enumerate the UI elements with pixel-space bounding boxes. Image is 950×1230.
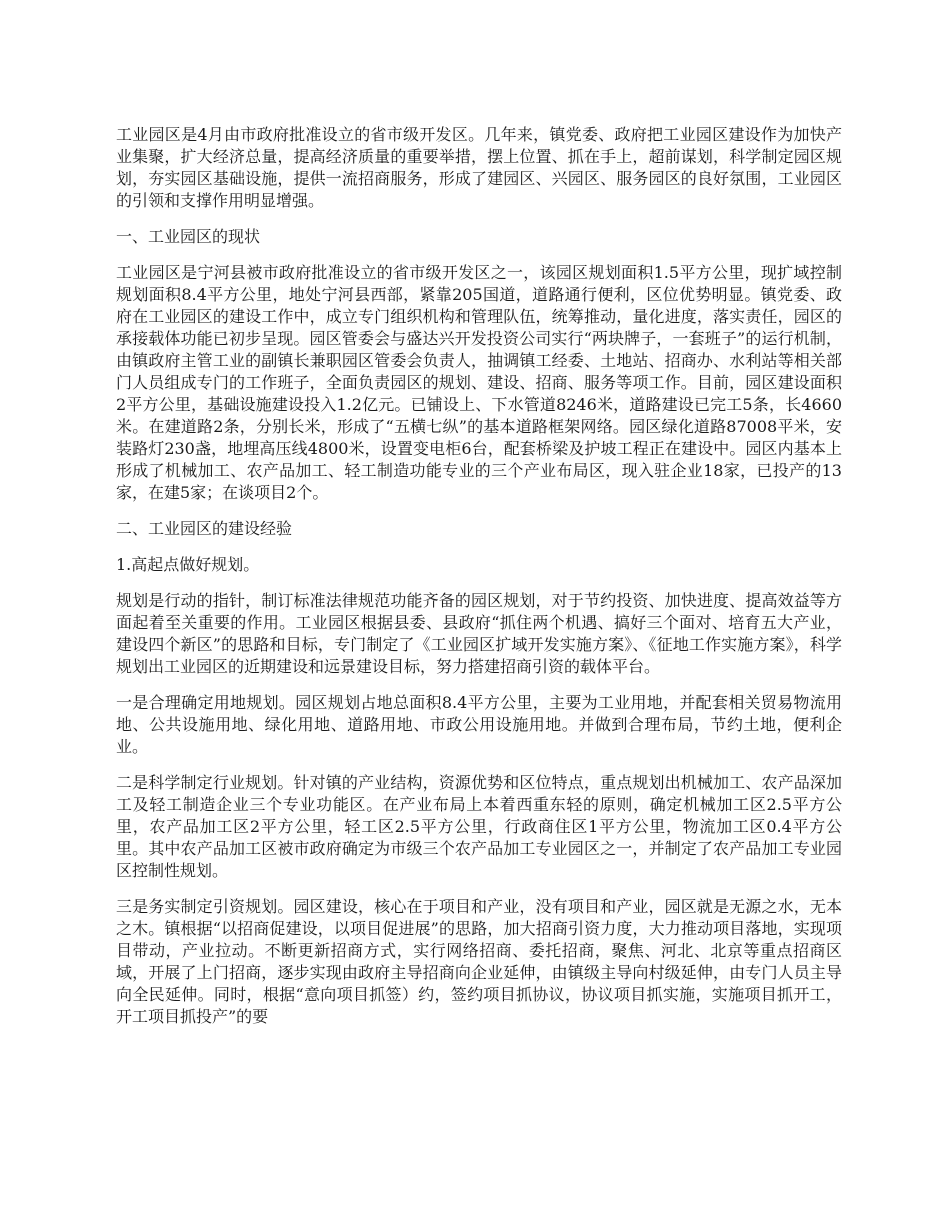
planning-paragraph: 规划是行动的指针，制订标准法律规范功能齐备的园区规划，对于节约投资、加快进度、提高效益等方面起着至关重要的作用。工业园区根据县委、县政府“抓住两个机遇、搞好三个面对、培育五大产业，建设四个新区”的思路和目标，专门制定了《工业园区扩域开发实施方案》、《征地工作实施方案》，科学规划出工业园区的近期建设和远景建设目标，努力搭建招商引资的载体平台。: [116, 591, 842, 676]
industry-plan-paragraph: 二是科学制定行业规划。针对镇的产业结构，资源优势和区位特点，重点规划出机械加工、农产品深加工及轻工制造企业三个专业功能区。在产业布局上本着西重东轻的原则，确定机械加工区2.5平方公里，农产品加工区2平方公里，轻工区2.5平方公里，行政商住区1平方公里，物流加工区0.4平方公里。其中农产品加工区被市政府确定为市级三个农产品加工专业园区之一，并制定了农产品加工专业园区控制性规划。: [116, 773, 842, 880]
land-use-paragraph: 一是合理确定用地规划。园区规划占地总面积8.4平方公里，主要为工业用地，并配套相关贸易物流用地、公共设施用地、绿化用地、道路用地、市政公用设施用地。并做到合理布局，节约土地，便利企业。: [116, 693, 842, 756]
section-heading-status: 一、工业园区的现状: [116, 227, 261, 246]
subsection-heading-planning: 1.高起点做好规划。: [116, 555, 260, 574]
intro-paragraph: 工业园区是4月由市政府批准设立的省市级开发区。几年来，镇党委、政府把工业园区建设作为加快产业集聚，扩大经济总量，提高经济质量的重要举措，摆上位置、抓在手上，超前谋划，科学制定园区规划，夯实园区基础设施，提供一流招商服务，形成了建园区、兴园区、服务园区的良好氛围，工业园区的引领和支撑作用明显增强。: [116, 125, 842, 210]
investment-plan-paragraph: 三是务实制定引资规划。园区建设，核心在于项目和产业，没有项目和产业，园区就是无源之水，无本之木。镇根据“以招商促建设，以项目促进展”的思路，加大招商引资力度，大力推动项目落地，实现项目带动，产业拉动。不断更新招商方式，实行网络招商、委托招商，聚焦、河北、北京等重点招商区域，开展了上门招商，逐步实现由政府主导招商向企业延伸，由镇级主导向村级延伸，由专门人员主导向全民延伸。同时，根据“意向项目抓签）约，签约项目抓协议，协议项目抓实施，实施项目抓开工，开工项目抓投产”的要: [116, 897, 842, 1026]
document-page: [116, 124, 842, 1042]
section-heading-experience: 二、工业园区的建设经验: [116, 519, 293, 538]
status-paragraph: 工业园区是宁河县被市政府批准设立的省市级开发区之一，该园区规划面积1.5平方公里，现扩域控制规划面积8.4平方公里，地处宁河县西部，紧靠205国道，道路通行便利，区位优势明显。镇党委、政府在工业园区的建设工作中，成立专门组织机构和管理队伍，统筹推动，量化进度，落实责任，园区的承接载体功能已初步呈现。园区管委会与盛达兴开发投资公司实行“两块牌子，一套班子”的运行机制，由镇政府主管工业的副镇长兼职园区管委会负责人，抽调镇工经委、土地站、招商办、水利站等相关部门人员组成专门的工作班子，全面负责园区的规划、建设、招商、服务等项工作。目前，园区建设面积2平方公里，基础设施建设投入1.2亿元。已铺设上、下水管道8246米，道路建设已完工5条，长4660米。在建道路2条，分别长米，形成了“五横七纵”的基本道路框架网络。园区绿化道路87008平米，安装路灯230盏，地埋高压线4800米，设置变电柜6台，配套桥梁及护坡工程正在建设中。园区内基本上形成了机械加工、农产品加工、轻工制造功能专业的三个产业布局区，现入驻企业18家，已投产的13家，在建5家；在谈项目2个。: [116, 263, 842, 502]
